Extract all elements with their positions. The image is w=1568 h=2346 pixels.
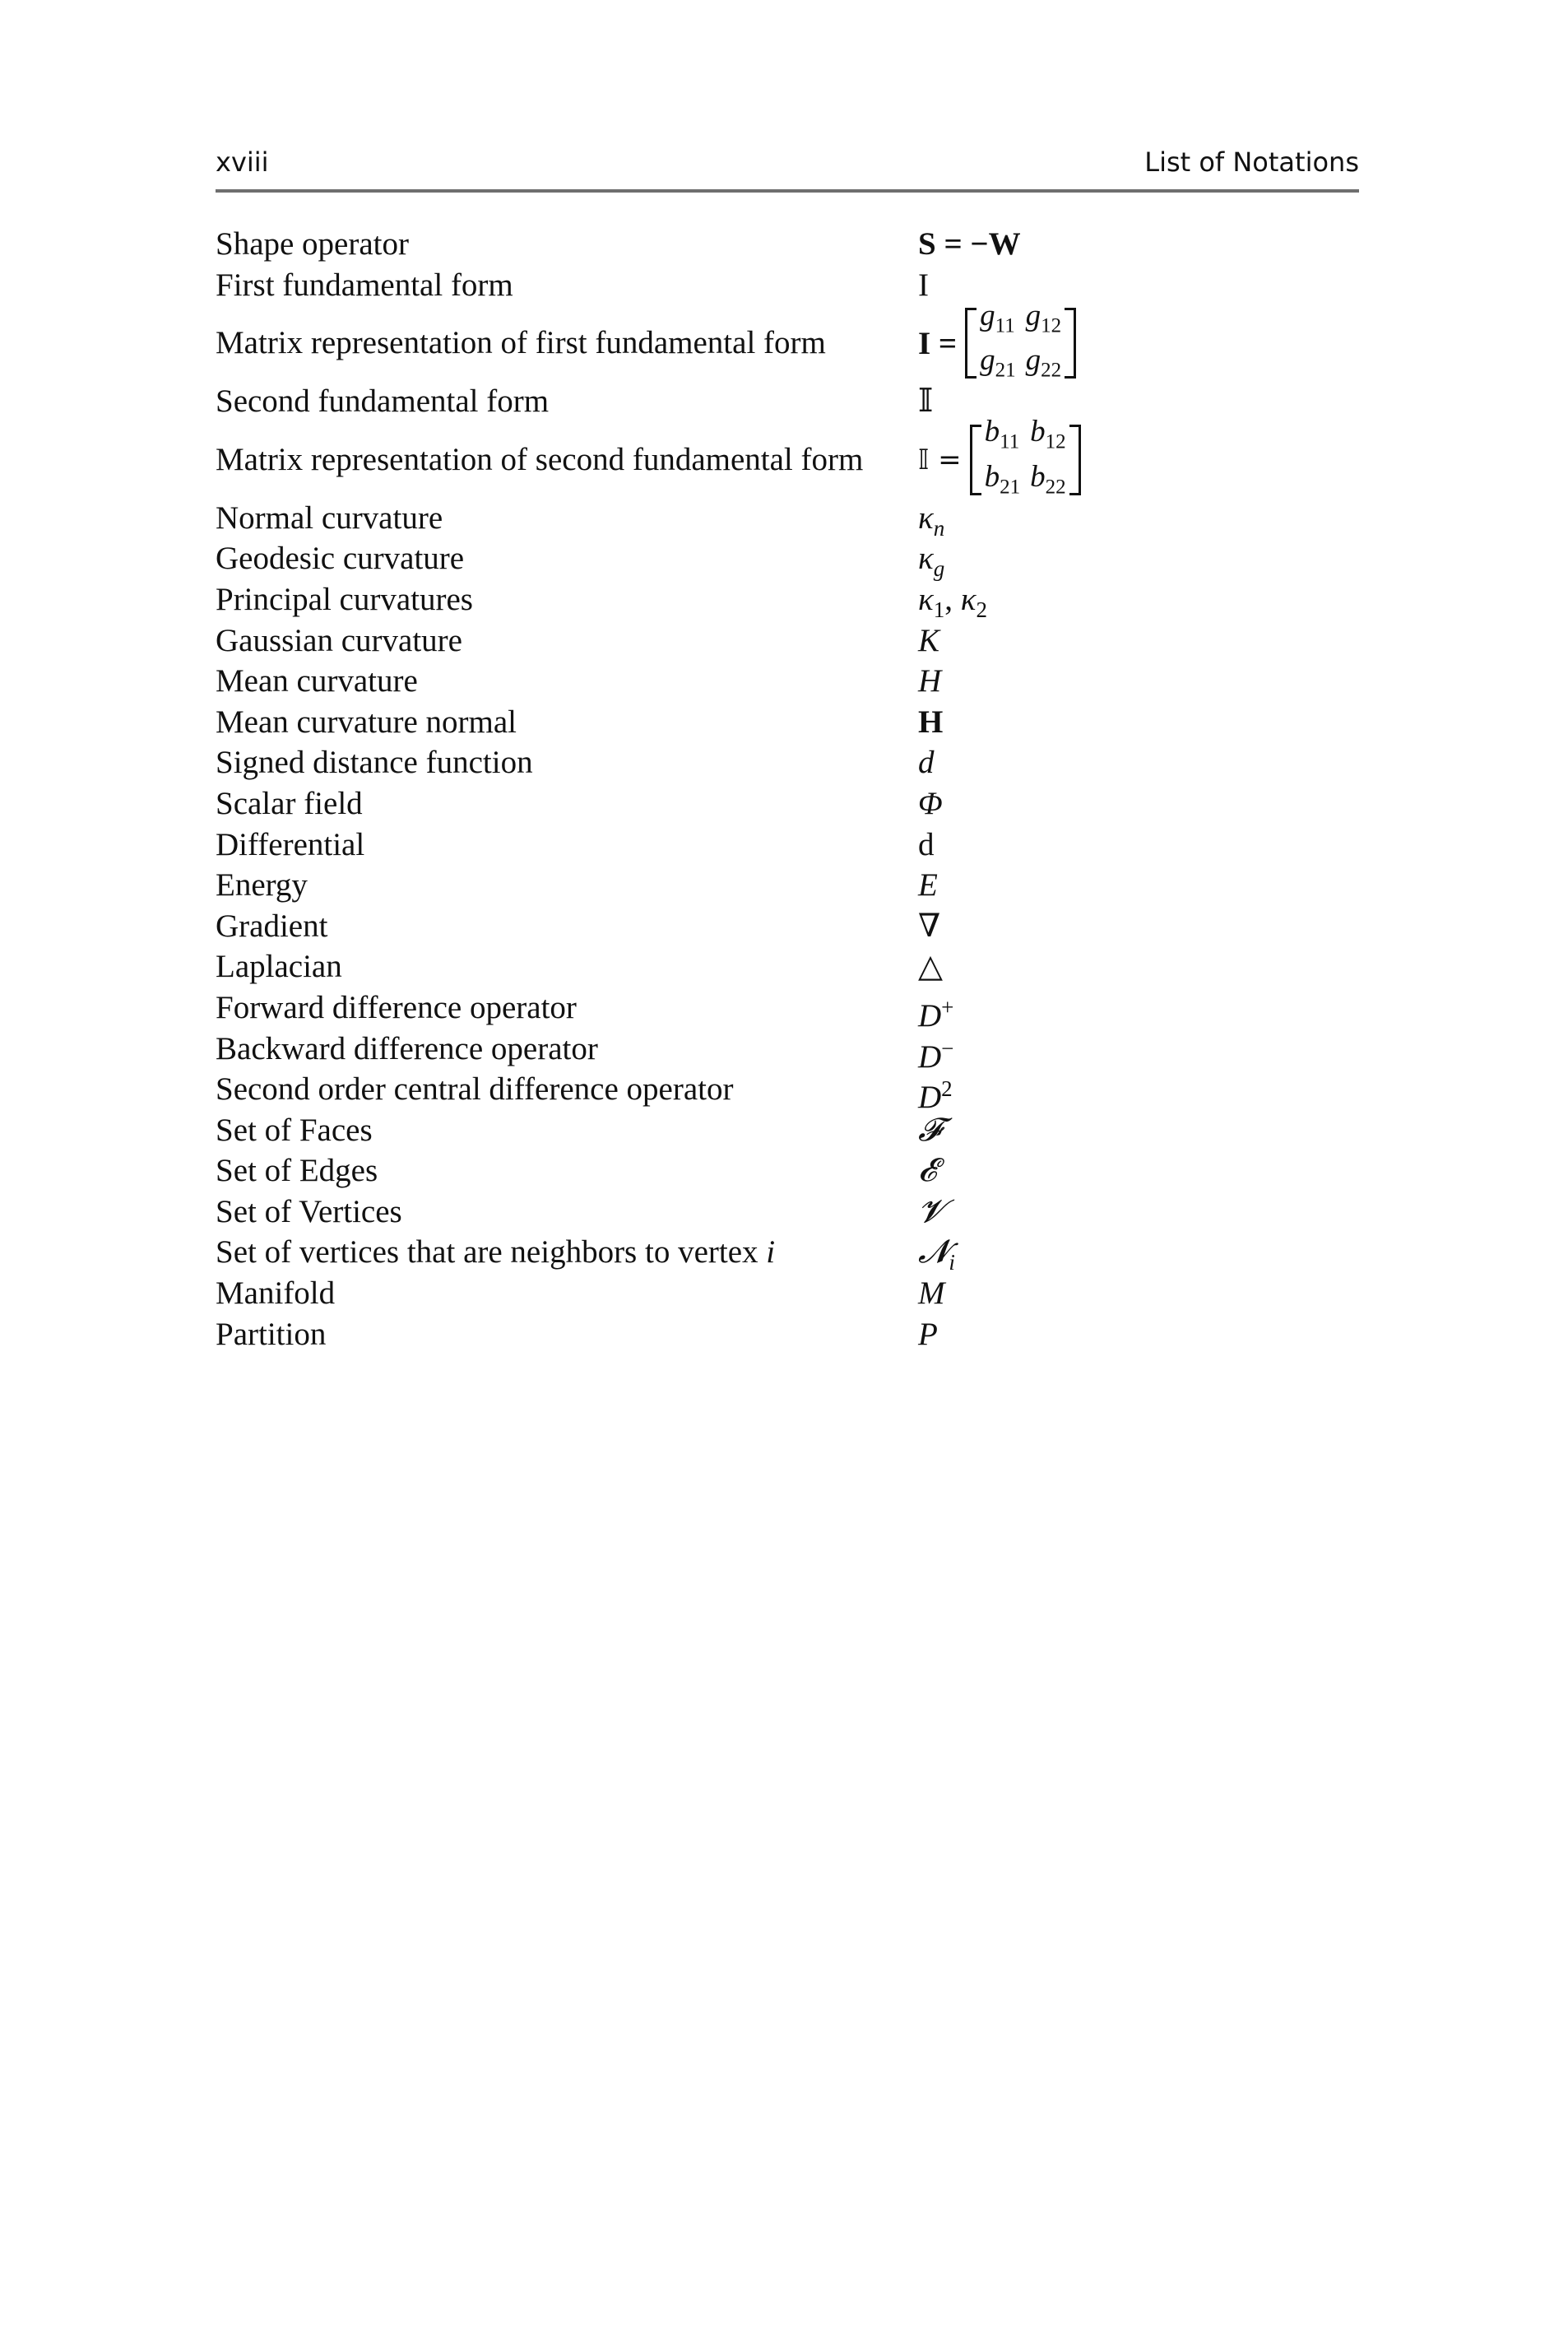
notation-symbol xyxy=(918,415,1081,499)
notation-symbol: $\kappa_g$ xyxy=(918,541,945,582)
notation-row-shape-operator xyxy=(216,224,1359,265)
notation-description: Gaussian curvature xyxy=(216,622,462,658)
notation-symbol: Φ xyxy=(918,785,943,821)
notation-row-geodesic-curvature xyxy=(216,538,1359,582)
notation-row-energy xyxy=(216,865,1359,906)
notation-description: Second order central difference operator xyxy=(216,1071,734,1108)
notation-list xyxy=(216,224,1359,1354)
notation-row-set-of-vertices xyxy=(216,1192,1359,1233)
notation-row-gradient xyxy=(216,906,1359,947)
notation-description: Second fundamental form xyxy=(216,383,550,420)
notation-description: Partition xyxy=(216,1316,327,1352)
notation-symbol: D− xyxy=(918,1035,954,1075)
notation-description: Shape operator xyxy=(216,226,409,262)
notation-symbol: S = −W xyxy=(918,226,1021,262)
right-bracket xyxy=(1065,308,1076,379)
notation-description: Laplacian xyxy=(216,949,342,985)
notation-row-scalar-field xyxy=(216,783,1359,825)
notation-symbol: 𝕀 xyxy=(918,383,934,420)
notation-symbol: I xyxy=(918,267,929,303)
notation-description: Mean curvature normal xyxy=(216,704,517,740)
notation-description: Mean curvature xyxy=(216,663,418,699)
running-header xyxy=(216,146,1359,184)
matrix-cell: $g_{12}$ xyxy=(1025,298,1062,337)
right-bracket xyxy=(1069,425,1081,495)
notation-row-differential xyxy=(216,825,1359,866)
matrix xyxy=(970,415,1081,499)
notation-description: Geodesic curvature xyxy=(216,541,465,577)
notation-symbol: 𝓕 xyxy=(918,1112,942,1148)
notation-symbol: 𝓥 xyxy=(918,1193,945,1229)
notation-description: Forward difference operator xyxy=(216,989,577,1025)
notation-row-central-difference xyxy=(216,1069,1359,1116)
notation-description: Set of Edges xyxy=(216,1153,378,1189)
notation-row-mean-curvature-normal xyxy=(216,702,1359,743)
matrix-cell: $b_{21}$ xyxy=(984,459,1021,499)
notation-symbol: 𝓔 xyxy=(918,1153,937,1189)
notation-description: Set of Faces xyxy=(216,1112,373,1148)
notation-symbol: P xyxy=(918,1316,938,1352)
matrix-cell: $g_{22}$ xyxy=(1025,343,1062,382)
notation-row-normal-curvature xyxy=(216,498,1359,539)
notation-row-second-form-matrix xyxy=(216,415,1359,499)
notation-description: Backward difference operator xyxy=(216,1030,598,1066)
notation-description: Matrix representation of second fundamental form xyxy=(216,441,864,477)
notation-row-gaussian-curvature xyxy=(216,620,1359,662)
notation-row-partition xyxy=(216,1314,1359,1355)
header-rule xyxy=(216,189,1359,193)
notation-symbol: d xyxy=(918,745,935,781)
notation-description: Gradient xyxy=(216,908,328,944)
notation-row-first-form-matrix xyxy=(216,298,1359,382)
notation-row-backward-difference xyxy=(216,1029,1359,1075)
matrix-prefix: 𝕀 = xyxy=(918,443,962,476)
left-bracket xyxy=(970,425,981,495)
notation-row-first-fundamental-form xyxy=(216,265,1359,306)
notation-description: Differential xyxy=(216,826,365,862)
matrix-cell: $g_{11}$ xyxy=(980,298,1015,337)
notation-symbol: E xyxy=(918,867,938,904)
notation-description: First fundamental form xyxy=(216,267,513,303)
notation-row-signed-distance-function xyxy=(216,742,1359,783)
notation-description: Principal curvatures xyxy=(216,581,473,617)
notation-row-laplacian xyxy=(216,946,1359,987)
notation-row-vertex-neighbors xyxy=(216,1232,1359,1273)
matrix-cell: $b_{12}$ xyxy=(1030,415,1066,453)
notation-symbol: K xyxy=(918,622,940,658)
notation-row-set-of-faces xyxy=(216,1110,1359,1151)
left-bracket xyxy=(965,308,977,379)
notation-symbol: D+ xyxy=(918,994,954,1034)
notation-description: Scalar field xyxy=(216,785,363,821)
notation-symbol: H xyxy=(918,663,942,699)
notation-description: Manifold xyxy=(216,1275,336,1312)
notation-description: Set of Vertices xyxy=(216,1193,402,1229)
notation-row-second-fundamental-form xyxy=(216,381,1359,422)
notation-description: Set of vertices that are neighbors to vertex i xyxy=(216,1234,776,1271)
notation-symbol xyxy=(918,298,1076,382)
notation-symbol: $\kappa_1$, $\kappa_2$ xyxy=(918,581,987,622)
matrix-prefix: I = xyxy=(918,325,958,361)
notation-symbol: H xyxy=(918,704,944,740)
notation-description: Normal curvature xyxy=(216,499,443,536)
notation-description: Energy xyxy=(216,867,308,904)
notation-row-set-of-edges xyxy=(216,1150,1359,1192)
notation-row-principal-curvatures xyxy=(216,579,1359,620)
notation-row-mean-curvature xyxy=(216,661,1359,702)
notation-description: Signed distance function xyxy=(216,745,533,781)
notation-symbol: ∇ xyxy=(918,908,941,944)
notation-row-manifold xyxy=(216,1273,1359,1314)
notation-symbol: $\kappa_n$ xyxy=(918,499,945,541)
notation-symbol: △ xyxy=(918,949,943,985)
matrix-cell: $b_{11}$ xyxy=(984,415,1020,453)
notation-row-forward-difference xyxy=(216,987,1359,1034)
section-title: List of Notations xyxy=(1144,146,1359,178)
matrix-cell: $g_{21}$ xyxy=(980,343,1016,382)
notation-symbol: M xyxy=(918,1275,945,1312)
notation-symbol: $D^2$ xyxy=(918,1076,953,1116)
matrix xyxy=(965,298,1076,382)
page-number: xviii xyxy=(216,146,269,178)
notation-symbol: d xyxy=(918,826,935,862)
notation-description: Matrix representation of first fundamental form xyxy=(216,325,826,361)
matrix-cell: $b_{22}$ xyxy=(1030,459,1066,499)
notation-symbol: 𝓝$_i$ xyxy=(918,1234,955,1275)
